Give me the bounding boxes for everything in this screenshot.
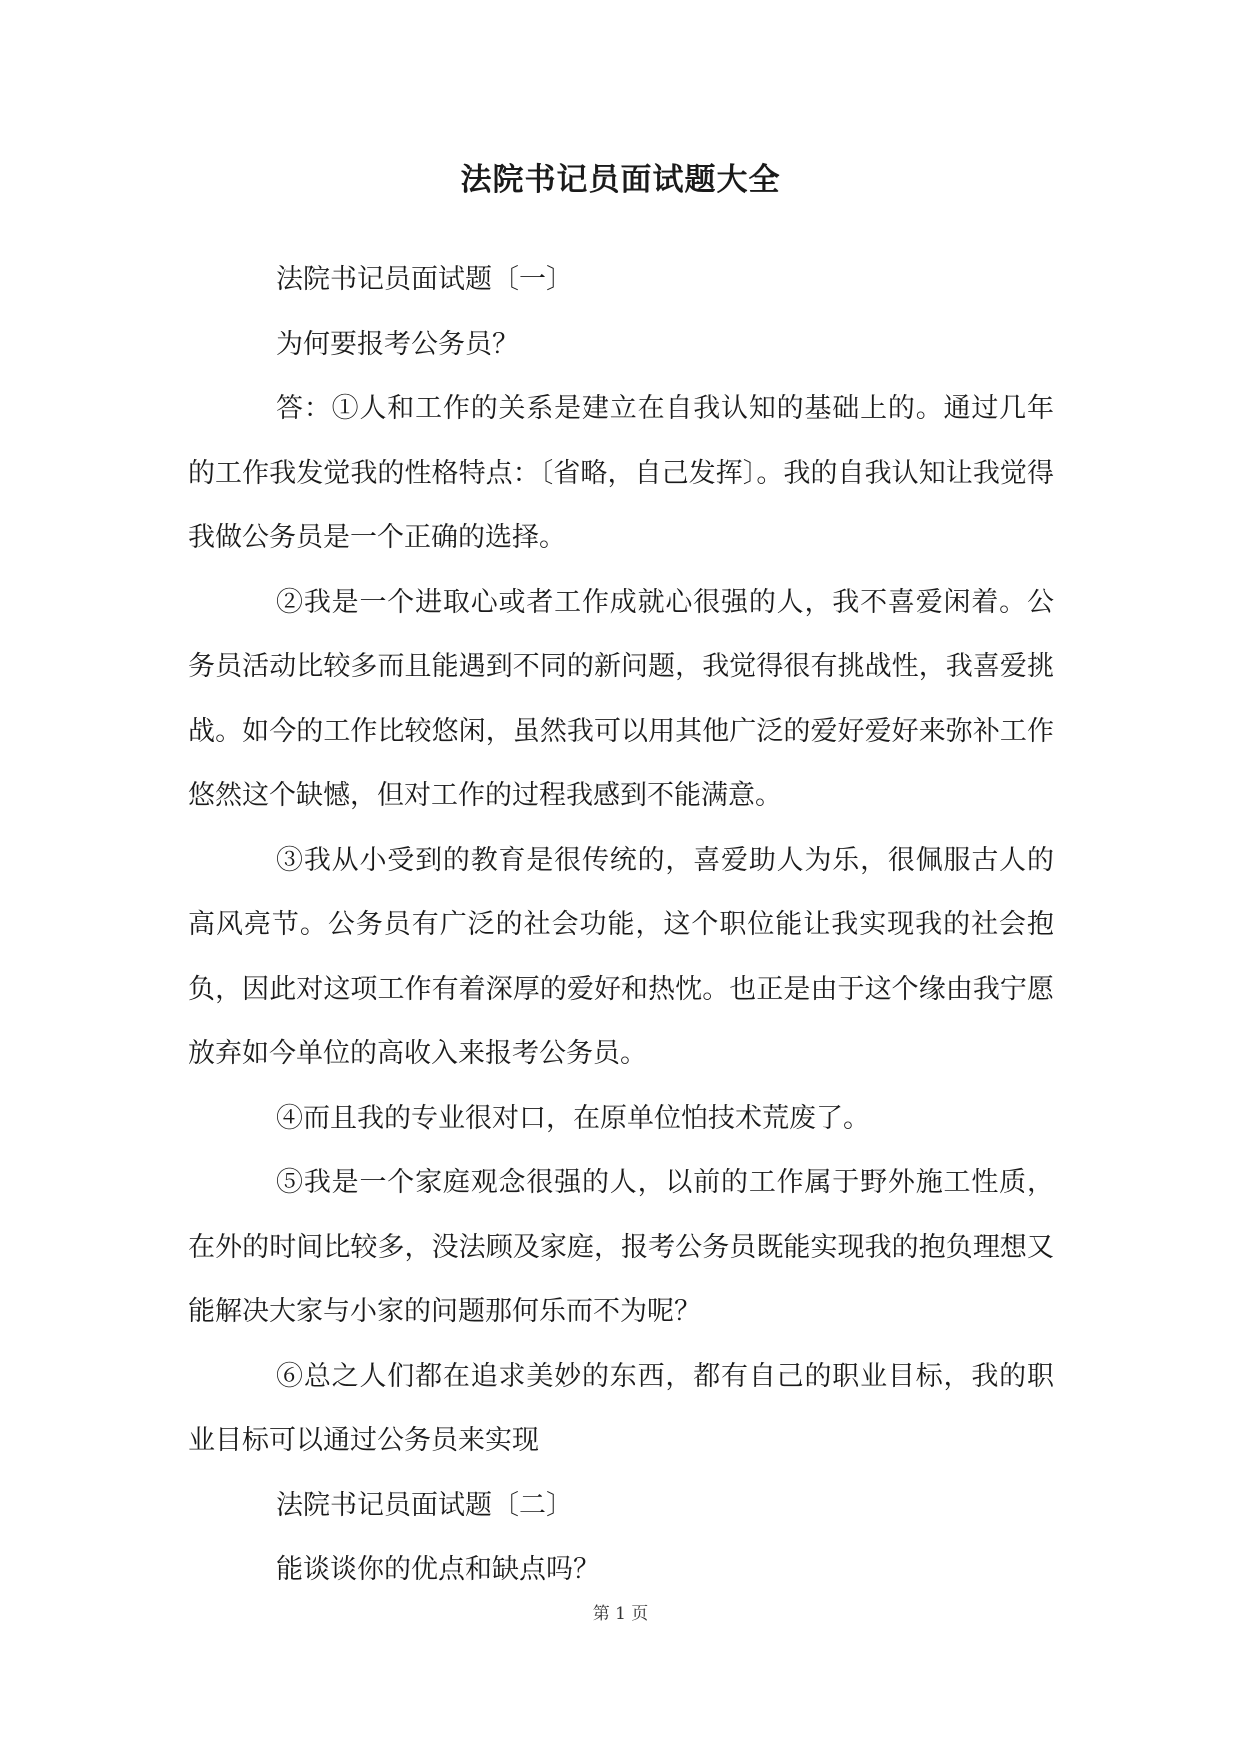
paragraph-section-heading-2: 法院书记员面试题〔二〕: [276, 1489, 573, 1521]
paragraph-answer-5: ⑤我是一个家庭观念很强的人，以前的工作属于野外施工性质，在外的时间比较多，没法顾及家庭，报考公务员既能实现我的抱负理想又能解决大家与小家的问题那何乐而不为呢？: [188, 1167, 1054, 1327]
document-title: 法院书记员面试题大全: [460, 162, 781, 198]
page-number: 第 1 页: [592, 1604, 649, 1624]
paragraph-question-1: 为何要报考公务员？: [276, 328, 519, 360]
paragraph-section-heading-1: 法院书记员面试题〔一〕: [276, 264, 573, 295]
paragraph-question-2: 能谈谈你的优点和缺点吗？: [276, 1554, 600, 1585]
paragraph-answer-2: ②我是一个进取心或者工作成就心很强的人，我不喜爱闲着。公务员活动比较多而且能遇到不同的新问题，我觉得很有挑战性，我喜爱挑战。如今的工作比较悠闲，虽然我可以用其他广泛的爱好爱好来弥补工作悠然这个缺憾，但对工作的过程我感到不能满意。: [188, 586, 1054, 811]
paragraph-answer-1: 答：①人和工作的关系是建立在自我认知的基础上的。通过几年的工作我发觉我的性格特点：〔省略，自己发挥〕。我的自我认知让我觉得我做公务员是一个正确的选择。: [188, 393, 1054, 553]
paragraph-answer-4: ④而且我的专业很对口，在原单位怕技术荒废了。: [276, 1102, 870, 1134]
document-body: [188, 248, 1054, 1603]
paragraph-answer-6: ⑥总之人们都在追求美妙的东西，都有自己的职业目标，我的职业目标可以通过公务员来实现: [188, 1360, 1054, 1456]
paragraph-answer-3: ③我从小受到的教育是很传统的，喜爱助人为乐，很佩服古人的高风亮节。公务员有广泛的社会功能，这个职位能让我实现我的社会抱负，因此对这项工作有着深厚的爱好和热忱。也正是由于这个缘由我宁愿放弃如今单位的高收入来报考公务员。: [188, 844, 1054, 1069]
